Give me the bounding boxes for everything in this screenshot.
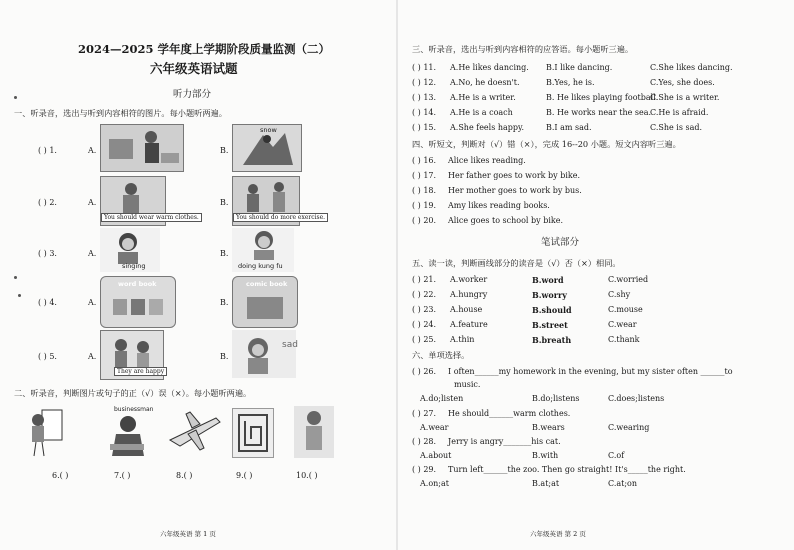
q26-option-c: C.does;listens xyxy=(608,394,665,403)
q29-option-a: A.on;at xyxy=(420,479,449,488)
q9-answer: 9.( ) xyxy=(236,471,253,480)
q10-picture xyxy=(294,406,334,458)
q21-number: ( ) 21. xyxy=(412,275,437,284)
q2-option-b: B. xyxy=(220,198,229,207)
exam-title: 2024—2025 学年度上学期阶段质量监测（二） xyxy=(78,42,331,56)
q1-number: ( ) 1. xyxy=(38,146,57,155)
q11-option-b: B.I like dancing. xyxy=(546,63,613,72)
q4-option-a: A. xyxy=(88,298,97,307)
q24-option-a: A.feature xyxy=(450,320,488,329)
footer-right: 六年级英语 第 2 页 xyxy=(530,530,586,538)
section6-heading: 六、单项选择。 xyxy=(412,350,470,360)
q27-option-b: B.wears xyxy=(532,423,565,432)
q28-option-a: A.about xyxy=(420,451,452,460)
q21-option-b: B.word xyxy=(532,275,564,285)
q14-option-c: C.He is afraid. xyxy=(650,108,709,117)
q5-number: ( ) 5. xyxy=(38,352,57,361)
page-left xyxy=(0,0,396,550)
q3-option-a: A. xyxy=(88,249,97,258)
q29-option-c: C.at;on xyxy=(608,479,638,488)
q15-option-c: C.She is sad. xyxy=(650,123,703,132)
q12-option-a: A.No, he doesn't. xyxy=(450,78,520,87)
q19-text: Amy likes reading books. xyxy=(448,201,550,210)
q7-answer: 7.( ) xyxy=(114,471,131,480)
q20-text: Alice goes to school by bike. xyxy=(448,216,564,225)
q6-answer: 6.( ) xyxy=(52,471,69,480)
q21-option-c: C.worried xyxy=(608,275,649,284)
section1-heading: 一、听录音，选出与听到内容相符的图片。每小题听两遍。 xyxy=(14,108,227,118)
q3-a-caption: singing xyxy=(122,262,146,270)
q21-option-a: A.worker xyxy=(450,275,488,284)
q17-number: ( ) 17. xyxy=(412,171,437,180)
q19-number: ( ) 19. xyxy=(412,201,437,210)
binding-mark xyxy=(14,96,17,99)
q23-option-a: A.house xyxy=(450,305,483,314)
q11-option-a: A.He likes dancing. xyxy=(450,63,529,72)
q25-option-a: A.thin xyxy=(450,335,475,344)
q14-option-a: A.He is a coach xyxy=(450,108,513,117)
listening-part-title: 听力部分 xyxy=(173,89,212,100)
q23-option-b: B.should xyxy=(532,305,572,315)
q1-option-a: A. xyxy=(88,146,97,155)
q25-number: ( ) 25. xyxy=(412,335,437,344)
q26-stem-cont: music. xyxy=(454,380,481,389)
q26-number: ( ) 26. xyxy=(412,367,437,376)
q13-option-c: C.She is a writer. xyxy=(650,93,720,102)
q13-number: ( ) 13. xyxy=(412,93,437,102)
q2-option-a: A. xyxy=(88,198,97,207)
q4-number: ( ) 4. xyxy=(38,298,57,307)
q10-answer: 10.( ) xyxy=(296,471,318,480)
q18-text: Her mother goes to work by bus. xyxy=(448,186,582,195)
q27-option-c: C.wearing xyxy=(608,423,650,432)
page-right xyxy=(398,0,794,550)
q28-option-c: C.of xyxy=(608,451,625,460)
q12-option-b: B.Yes, he is. xyxy=(546,78,595,87)
q16-text: Alice likes reading. xyxy=(448,156,526,165)
q29-option-b: B.at;at xyxy=(532,479,560,488)
q8-picture xyxy=(166,410,222,454)
q28-option-b: B.with xyxy=(532,451,559,460)
q18-number: ( ) 18. xyxy=(412,186,437,195)
q15-number: ( ) 15. xyxy=(412,123,437,132)
q3-number: ( ) 3. xyxy=(38,249,57,258)
q26-stem: I often______my homework in the evening, but my sister often ______to xyxy=(448,367,733,376)
q1-picture-a xyxy=(100,124,184,172)
q5-a-caption: They are happy xyxy=(114,367,167,376)
q4-option-b: B. xyxy=(220,298,229,307)
q2-a-caption: You should wear warm clothes. xyxy=(101,213,202,222)
writing-part-title: 笔试部分 xyxy=(541,237,580,248)
q8-answer: 8.( ) xyxy=(176,471,193,480)
q13-option-b: B. He likes playing football. xyxy=(546,93,659,102)
q1-option-b: B. xyxy=(220,146,229,155)
binding-mark xyxy=(18,294,21,297)
section3-heading: 三、听录音，选出与听到内容相符的应答语。每小题听三遍。 xyxy=(412,44,634,54)
q3-b-caption: doing kung fu xyxy=(238,262,283,270)
q29-stem: Turn left______the zoo. Then go straight! It's_____the right. xyxy=(448,465,686,474)
q27-number: ( ) 27. xyxy=(412,409,437,418)
q24-option-c: C.wear xyxy=(608,320,637,329)
footer-left: 六年级英语 第 1 页 xyxy=(160,530,216,538)
q5-picture-b xyxy=(232,330,296,378)
q12-number: ( ) 12. xyxy=(412,78,437,87)
q2-b-caption: You should do more exercise. xyxy=(233,213,328,222)
q15-option-a: A.She feels happy. xyxy=(450,123,525,132)
q5-option-b: B. xyxy=(220,352,229,361)
q7-picture-label: businessman xyxy=(114,406,154,413)
q25-option-c: C.thank xyxy=(608,335,640,344)
exam-subtitle: 六年级英语试题 xyxy=(150,61,238,76)
q2-number: ( ) 2. xyxy=(38,198,57,207)
q22-option-a: A.hungry xyxy=(450,290,488,299)
q23-option-c: C.mouse xyxy=(608,305,643,314)
q14-option-b: B. He works near the sea. xyxy=(546,108,652,117)
q27-option-a: A.wear xyxy=(420,423,449,432)
q11-option-c: C.She likes dancing. xyxy=(650,63,733,72)
q22-option-c: C.shy xyxy=(608,290,631,299)
section2-heading: 二、听录音，判断图片或句子的正（√）误（×）。每小题听两遍。 xyxy=(14,388,252,398)
q14-number: ( ) 14. xyxy=(412,108,437,117)
q29-number: ( ) 29. xyxy=(412,465,437,474)
q28-stem: Jerry is angry_______his cat. xyxy=(448,437,561,446)
q11-number: ( ) 11. xyxy=(412,63,437,72)
q24-option-b: B.street xyxy=(532,320,568,330)
q20-number: ( ) 20. xyxy=(412,216,437,225)
q5-b-caption: sad xyxy=(282,340,298,350)
q16-number: ( ) 16. xyxy=(412,156,437,165)
q26-option-b: B.do;listens xyxy=(532,394,580,403)
q9-picture xyxy=(232,408,274,458)
binding-mark xyxy=(14,276,17,279)
q22-option-b: B.worry xyxy=(532,290,567,300)
q26-option-a: A.do;listen xyxy=(420,394,464,403)
q27-stem: He should______warm clothes. xyxy=(448,409,571,418)
q23-number: ( ) 23. xyxy=(412,305,437,314)
q4-a-caption: word book xyxy=(118,280,157,288)
q6-picture xyxy=(26,406,66,458)
section4-heading: 四、听短文，判断对（√）错（×），完成 16--20 小题。短文内容听三遍。 xyxy=(412,139,681,149)
q4-b-caption: comic book xyxy=(246,280,288,288)
q15-option-b: B.I am sad. xyxy=(546,123,592,132)
q3-option-b: B. xyxy=(220,249,229,258)
q13-option-a: A.He is a writer. xyxy=(450,93,516,102)
q24-number: ( ) 24. xyxy=(412,320,437,329)
q25-option-b: B.breath xyxy=(532,335,572,345)
q1-b-label: snow xyxy=(260,126,277,134)
q17-text: Her father goes to work by bike. xyxy=(448,171,581,180)
q12-option-c: C.Yes, she does. xyxy=(650,78,715,87)
q5-option-a: A. xyxy=(88,352,97,361)
q28-number: ( ) 28. xyxy=(412,437,437,446)
q22-number: ( ) 22. xyxy=(412,290,437,299)
section5-heading: 五、读一读，判断画线部分的读音是（√）否（×）相同。 xyxy=(412,258,621,268)
